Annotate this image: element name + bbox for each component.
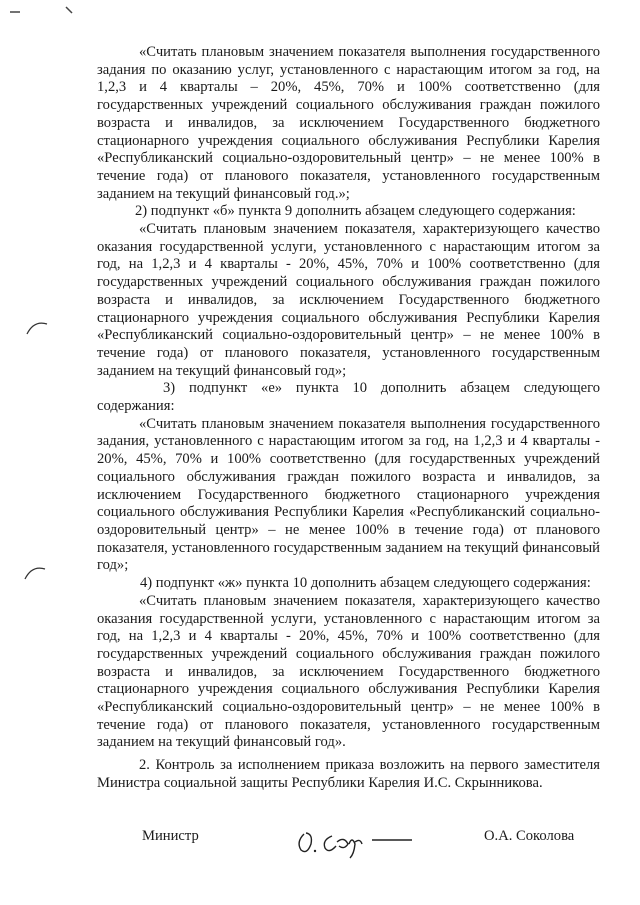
- paragraph-1: «Считать плановым значением показателя выполнения государственного задания по оказанию услуг, установленного с нарастающим итогом за год, на 1,2,3 и 4 кварталы – 20%, 45%, 70% и 100% соответственно (для государственных учреждений социального обслуживания граждан пожилого возраста и инвалидов, за исключением Государственного бюджетного стационарного учреждения социального обслуживания Республики Карелия «Республиканский социально-оздоровительный центр» – не менее 100% в течение года) от планового показателя, установленного государственным заданием на текущий финансовый год.»;: [97, 44, 600, 202]
- signatory-role: Министр: [142, 828, 199, 844]
- paragraph-5: «Считать плановым значением показателя выполнения государственного задания, установленного с нарастающим итогом за год, на 1,2,3 и 4 кварталы - 20%, 45%, 70% и 100% соответственно (для государственных учреждений социального обслуживания граждан пожилого возраста и инвалидов, за исключением Государственного бюджетного стационарного учреждения социального обслуживания Республики Карелия «Республиканский социально-оздоровительный центр» – не менее 100% в течение года) от планового показателя, установленного государственным заданием на текущий финансовый год»;: [97, 415, 600, 574]
- signatory-name: О.А. Соколова: [484, 828, 575, 844]
- paragraph-6: 4) подпункт «ж» пункта 10 дополнить абзацем следующего содержания:: [140, 575, 591, 592]
- document-body: [97, 44, 600, 793]
- scan-mark-icon: [8, 6, 78, 18]
- paragraph-2: 2) подпункт «б» пункта 9 дополнить абзацем следующего содержания:: [135, 203, 576, 220]
- paragraph-8: 2. Контроль за исполнением приказа возложить на первого заместителя Министра социальной защиты Республики Карелия И.С. Скрынникова.: [97, 757, 600, 791]
- handwritten-signature: [292, 820, 422, 860]
- paragraph-7: «Считать плановым значением показателя, характеризующего качество оказания государственной услуги, установленного с нарастающим итогом за год, на 1,2,3 и 4 кварталы - 20%, 45%, 70% и 100% соответственно (для государственных учреждений социального обслуживания граждан пожилого возраста и инвалидов, за исключением Государственного бюджетного стационарного учреждения социального обслуживания Республики Карелия «Республиканский социально-оздоровительный центр» – не менее 100% в течение года) от планового показателя, установленного государственным заданием на текущий финансовый год».: [97, 592, 600, 751]
- signature-block: [0, 820, 640, 860]
- punch-hole-mark-icon: [22, 563, 48, 583]
- paragraph-4: 3) подпункт «е» пункта 10 дополнить абзацем следующего содержания:: [97, 380, 600, 415]
- punch-hole-mark-icon: [24, 318, 50, 338]
- paragraph-3: «Считать плановым значением показателя, характеризующего качество оказания государственной услуги, установленного с нарастающим итогом за год, на 1,2,3 и 4 кварталы - 20%, 45%, 70% и 100% соответственно (для государственных учреждений социального обслуживания граждан пожилого возраста и инвалидов, за исключением Государственного бюджетного стационарного учреждения социального обслуживания Республики Карелия «Республиканский социально-оздоровительный центр» – не менее 100% в течение года) от планового показателя, установленного государственным заданием на текущий финансовый год»;: [97, 221, 600, 379]
